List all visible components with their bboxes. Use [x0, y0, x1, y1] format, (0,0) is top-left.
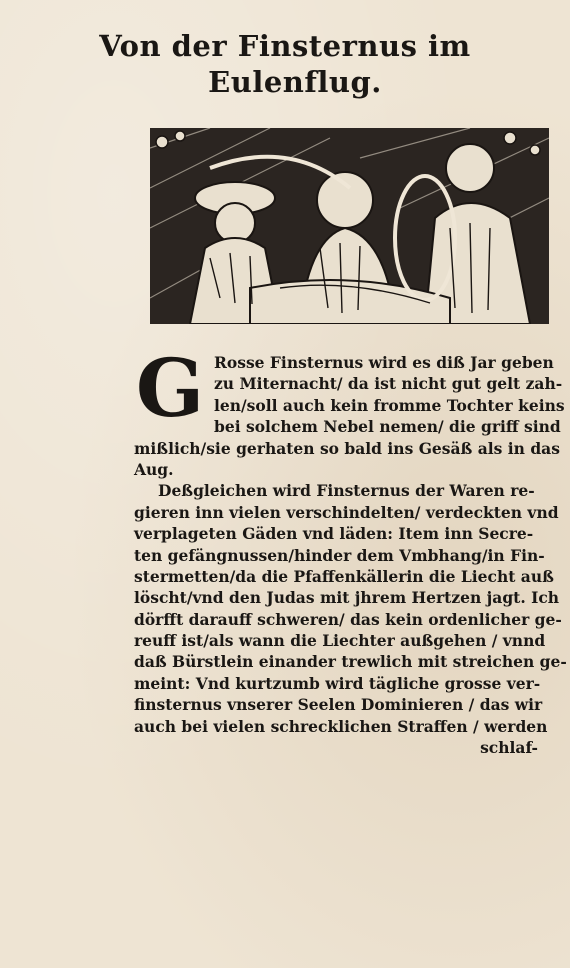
text-line: Deßgleichen wird Finsternus der Waren re-: [158, 481, 535, 501]
text-line: löscht/vnd den Judas mit jhrem Hertzen jagt. Ich: [134, 588, 560, 608]
text-line: finsternus vnserer Seelen Dominieren / das wir: [134, 695, 543, 715]
page-title: [0, 28, 570, 100]
text-line: ten gefängnussen/hinder dem Vmbhang/in Fin-: [134, 545, 545, 565]
text-line: reuff ist/als wann die Liechter außgehen / vnnd: [134, 631, 546, 651]
text-line: Aug.: [134, 459, 174, 479]
text-line: len/soll auch kein fromme Tochter keins: [214, 395, 565, 415]
text-line: mißlich/sie gerhaten so bald ins Gesäß als in das: [134, 438, 560, 458]
text-line: stermetten/da die Pfaffenkällerin die Liecht auß: [134, 566, 554, 586]
catchword: schlaf-: [480, 738, 538, 758]
body-text: [134, 341, 567, 758]
title-line-1: Von der Finsternus im: [99, 29, 471, 63]
text-line: bei solchem Nebel nemen/ die griff sind: [214, 417, 561, 437]
text-line: verplageten Gäden vnd läden: Item inn Secre-: [134, 524, 534, 544]
text-line: auch bei vielen schrecklichen Straffen / werden: [134, 716, 548, 736]
text-line: zu Miternacht/ da ist nicht gut gelt zah-: [214, 374, 563, 394]
drop-cap-initial: G: [135, 341, 205, 435]
text-line: dörfft darauff schweren/ das kein ordenlicher ge-: [134, 609, 562, 629]
text-line: gieren inn vielen verschindelten/ verdeckten vnd: [134, 502, 559, 522]
text-line: meint: Vnd kurtzumb wird tägliche grosse ver-: [134, 673, 541, 693]
woodcut-illustration-icon: [150, 128, 549, 324]
text-line: Rosse Finsternus wird es diß Jar geben: [214, 353, 554, 372]
text-line: daß Bürstlein einander trewlich mit streichen ge-: [134, 652, 567, 672]
title-line-2: Eulenflug.: [208, 65, 382, 99]
